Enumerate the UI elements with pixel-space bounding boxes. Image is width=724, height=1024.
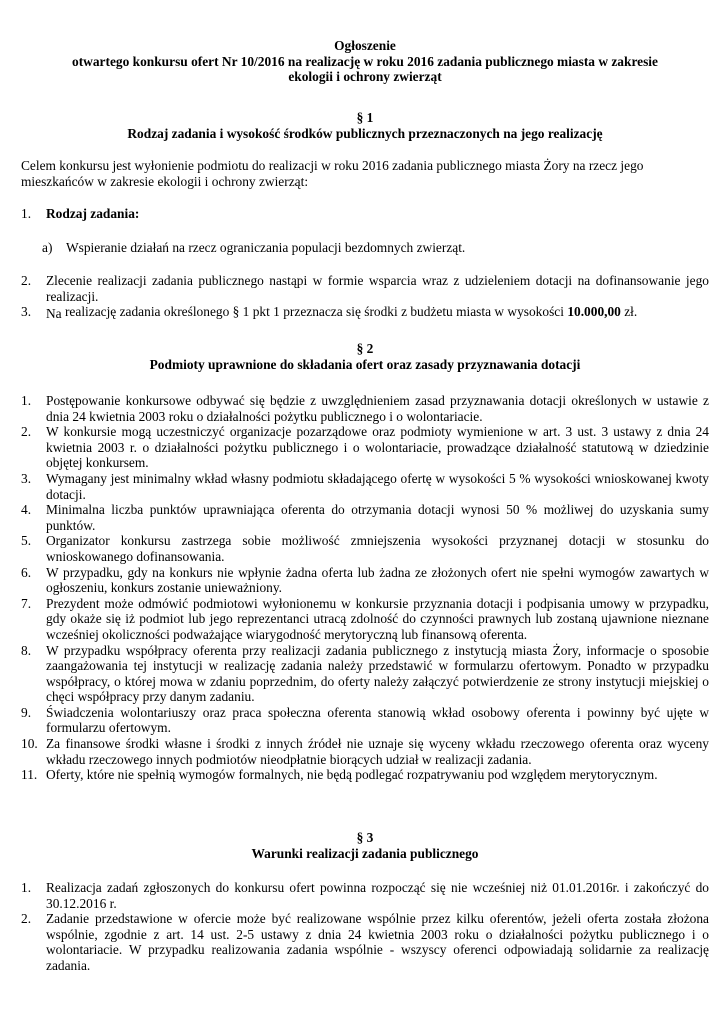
list-item [21,911,709,973]
item-number: 5. [21,533,32,549]
item-number: 6. [21,564,32,580]
section-3-number: § 3 [356,830,374,845]
item-text: Prezydent może odmówić podmiotowi wyłonionemu w konkursie przyznania dotacji i podpisania umowy w przypadku, gdy okaże się iż podmiot lub jego reprezentanci utracą zdolność do czynności prawnych lub zostaną ujawnione nieznane wcześniej okoliczności podważające wiarygodność merytoryczną lub finansową oferenta. [46,595,709,642]
section-1-number: § 1 [356,110,374,125]
item-3-amount: 10.000,00 [567,304,621,320]
section-1-title: Rodzaj zadania i wysokość środków publicznych przeznaczonych na jego realizację [127,125,603,141]
section-2-title: Podmioty uprawnione do składania ofert oraz zasady przyznawania dotacji [149,356,581,372]
header-title: Ogłoszenie [334,38,396,53]
item-text: W przypadku współpracy oferenta przy realizacji zadania publicznego z instytucją miasta Żory, informacje o sposobie zaangażowania tej instytucji w realizację zadania należy przedstawić w formularzu ofertowym. Ponadto w przypadku współpracy, o której mowa w zdaniu poprzednim, do oferty należy załączyć potwierdzenie ze strony instytucji miejskiej o chęci współpracy przy danym zadaniu. [46,642,709,705]
section-1-intro: Celem konkursu jest wyłonienie podmiotu do realizacji w roku 2016 zadania publicznego miasta Żory na rzecz jego mieszkańców w zakresie ekologii i ochrony zwierząt: [21,158,644,189]
list-item [21,705,709,736]
section-2-list [21,393,709,783]
header-subtitle-line2: ekologii i ochrony zwierząt [288,69,442,85]
section-3-list [21,880,709,974]
section-1-heading [20,110,710,141]
item-3-prefix: Na [46,306,62,322]
item-number: 3. [21,470,32,486]
list-item [21,565,709,596]
list-item [21,502,709,533]
item-number: 4. [21,502,32,518]
list-item [21,596,709,643]
list-item [21,424,709,471]
item-text: W przypadku, gdy na konkurs nie wpłynie żadna oferta lub żadna ze złożonych ofert nie spełni wymogów zawartych w ogłoszeniu, konkurs zostanie unieważniony. [46,564,709,596]
item-1-label: Rodzaj zadania: [46,206,140,221]
item-number: 9. [21,704,32,720]
section-1-list [21,273,709,320]
section-3-heading [20,830,710,861]
section-3-title: Warunki realizacji zadania publicznego [251,845,479,861]
item-text: Wymagany jest minimalny wkład własny podmiotu składającego ofertę w wysokości 5 % wysokości wnioskowanej kwoty dotacji. [46,470,709,502]
section-2-heading [20,341,710,372]
list-item [21,471,709,502]
item-number: 7. [21,595,32,611]
item-number: 1. [21,880,32,895]
item-number: 2. [21,911,32,927]
item-text: Postępowanie konkursowe odbywać się będzie z uwzględnieniem zasad przyznawania dotacji określonych w ustawie z dnia 24 kwietnia 2003 roku o działalności pożytku publicznego i o wolontariacie. [46,393,709,424]
list-item [21,533,709,564]
item-text: Minimalna liczba punktów uprawniająca oferenta do otrzymania dotacji wynosi 50 % możliwej do uzyskania sumy punktów. [46,502,709,533]
item-text: Świadczenia wolontariuszy oraz praca społeczna oferenta stanowią wkład osobowy oferenta i powinny być ujęte w formularzu ofertowym. [46,704,709,736]
item-text: W konkursie mogą uczestniczyć organizacje pozarządowe oraz podmioty wymienione w art. 3 ust. 3 ustawy z dnia 24 kwietnia 2003 r. o działalności pożytku publicznego i o wolontariacie, prowadzące działalność statutową w dziedzinie objętej konkursem. [46,424,709,471]
item-3-currency: zł. [620,304,638,320]
item-text: Za finansowe środki własne i środki z innych źródeł nie uznaje się wyceny wkładu rzeczowego oferenta oraz wyceny wkładu rzeczowego innych podmiotów nieodpłatnie biorących udział w realizacji zadania. [46,736,709,767]
item-3-text: realizację zadania określonego § 1 pkt 1 przeznacza się środki z budżetu miasta w wysokości [61,304,568,320]
header-subtitle-line1: otwartego konkursu ofert Nr 10/2016 na realizację w roku 2016 zadania publicznego miasta w zakresie [72,53,658,69]
item-text: Realizacja zadań zgłoszonych do konkursu ofert powinna rozpocząć się nie wcześniej niż 01.01.2016r. i zakończyć do 30.12.2016 r. [46,880,709,911]
item-number: 10. [21,736,38,752]
list-item [21,273,709,304]
item-number: 1. [21,393,32,408]
item-number: 1. [21,206,32,221]
announcement-header [20,38,710,85]
list-item [21,643,709,705]
item-number: 3. [21,304,32,320]
item-number: 2. [21,273,32,288]
item-number: 11. [21,767,38,783]
item-number: 8. [21,642,32,658]
list-item [21,767,709,783]
item-letter: a) [42,240,53,255]
list-item [21,736,709,767]
list-item [21,393,709,424]
item-2-text: Zlecenie realizacji zadania publicznego nastąpi w formie wsparcia wraz z udzieleniem dotacji na dofinansowanie jego realizacji. [46,273,709,304]
item-number: 2. [21,424,32,440]
section-2-number: § 2 [356,341,374,356]
item-text: Oferty, które nie spełnią wymogów formalnych, nie będą podlegać rozpatrywaniu pod względem merytorycznym. [46,767,658,783]
list-item [21,304,709,320]
item-text: Organizator konkursu zastrzega sobie możliwość zmniejszenia wysokości przyznanej dotacji w stosunku do wnioskowanego dofinansowania. [46,533,709,564]
list-item [21,880,709,911]
item-text: Zadanie przedstawione w ofercie może być realizowane wspólnie przez kilku oferentów, jeżeli oferta została złożona wspólnie, zgodnie z art. 14 ust. 2-5 ustawy z dnia 24 kwietnia 2003 roku o działalności pożytku publicznego i o wolontariacie. W przypadku realizowania zadania wspólnie - wszyscy oferenci odpowiadają solidarnie za realizację zadania. [46,911,709,973]
item-1a-text: Wspieranie działań na rzecz ograniczania populacji bezdomnych zwierząt. [66,240,466,255]
